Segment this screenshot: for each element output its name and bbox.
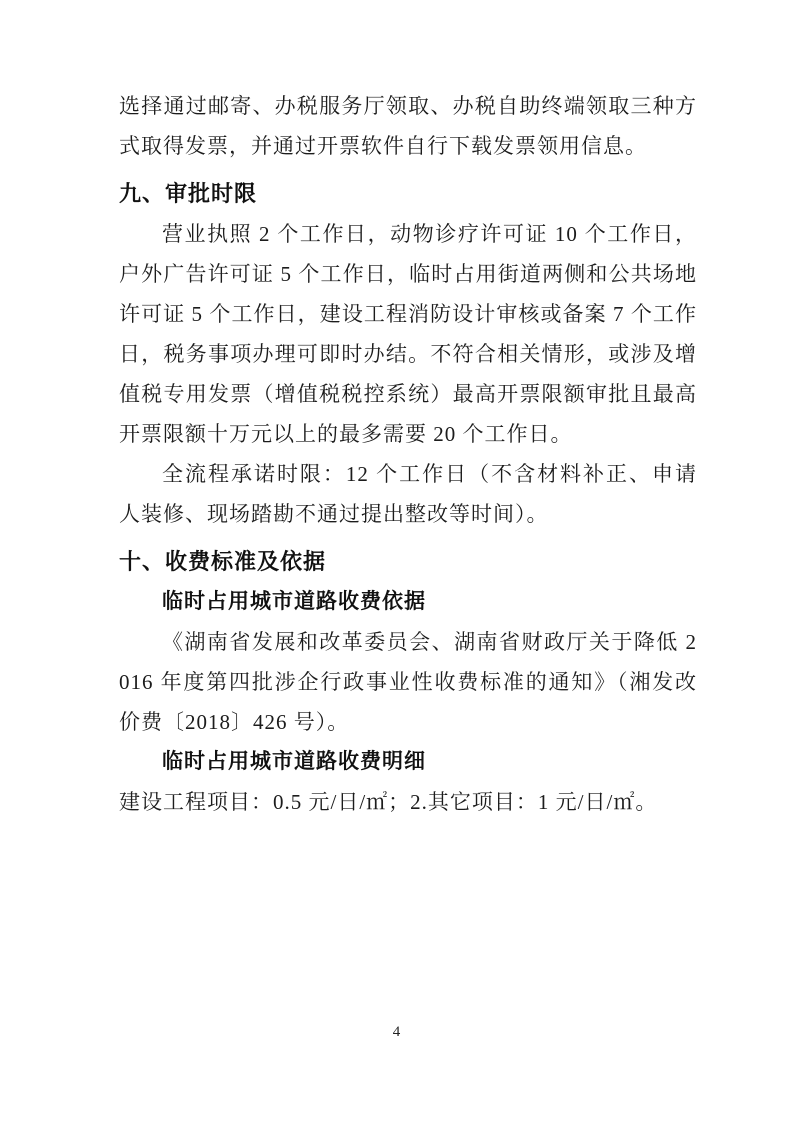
paragraph-fee-detail-rates: 建设工程项目：0.5 元/日/㎡；2.其它项目：1 元/日/㎡。 xyxy=(119,790,658,814)
paragraph-total-process-time: 全流程承诺时限：12 个工作日（不含材料补正、申请人装修、现场踏勘不通过提出整改等时间）。 xyxy=(119,462,697,526)
paragraph-invoice-continuation: 选择通过邮寄、办税服务厅领取、办税自助终端领取三种方式取得发票，并通过开票软件自行下载发票领用信息。 xyxy=(119,94,697,158)
document-content xyxy=(119,86,697,822)
paragraph-approval-time-limits: 营业执照 2 个工作日，动物诊疗许可证 10 个工作日，户外广告许可证 5 个工作日，临时占用街道两侧和公共场地许可证 5 个工作日，建设工程消防设计审核或备案 7 个工作日，税务事项办理可即时办结。不符合相关情形，或涉及增值税专用发票（增值税税控系统）最高开票限额审批且最高开票限额十万元以上的最多需要 20 个工作日。 xyxy=(119,222,697,446)
page-number: 4 xyxy=(392,1024,401,1040)
section-heading-9-approval-time-limit: 九、审批时限 xyxy=(119,181,258,206)
subheading-road-occupation-fee-basis: 临时占用城市道路收费依据 xyxy=(162,590,426,613)
paragraph-fee-basis-regulation: 《湖南省发展和改革委员会、湖南省财政厅关于降低 2016 年度第四批涉企行政事业性收费标准的通知》（湘发改价费〔2018〕426 号）。 xyxy=(119,630,697,734)
subheading-road-occupation-fee-detail: 临时占用城市道路收费明细 xyxy=(162,750,426,773)
section-heading-10-fee-standards: 十、收费标准及依据 xyxy=(119,549,327,574)
